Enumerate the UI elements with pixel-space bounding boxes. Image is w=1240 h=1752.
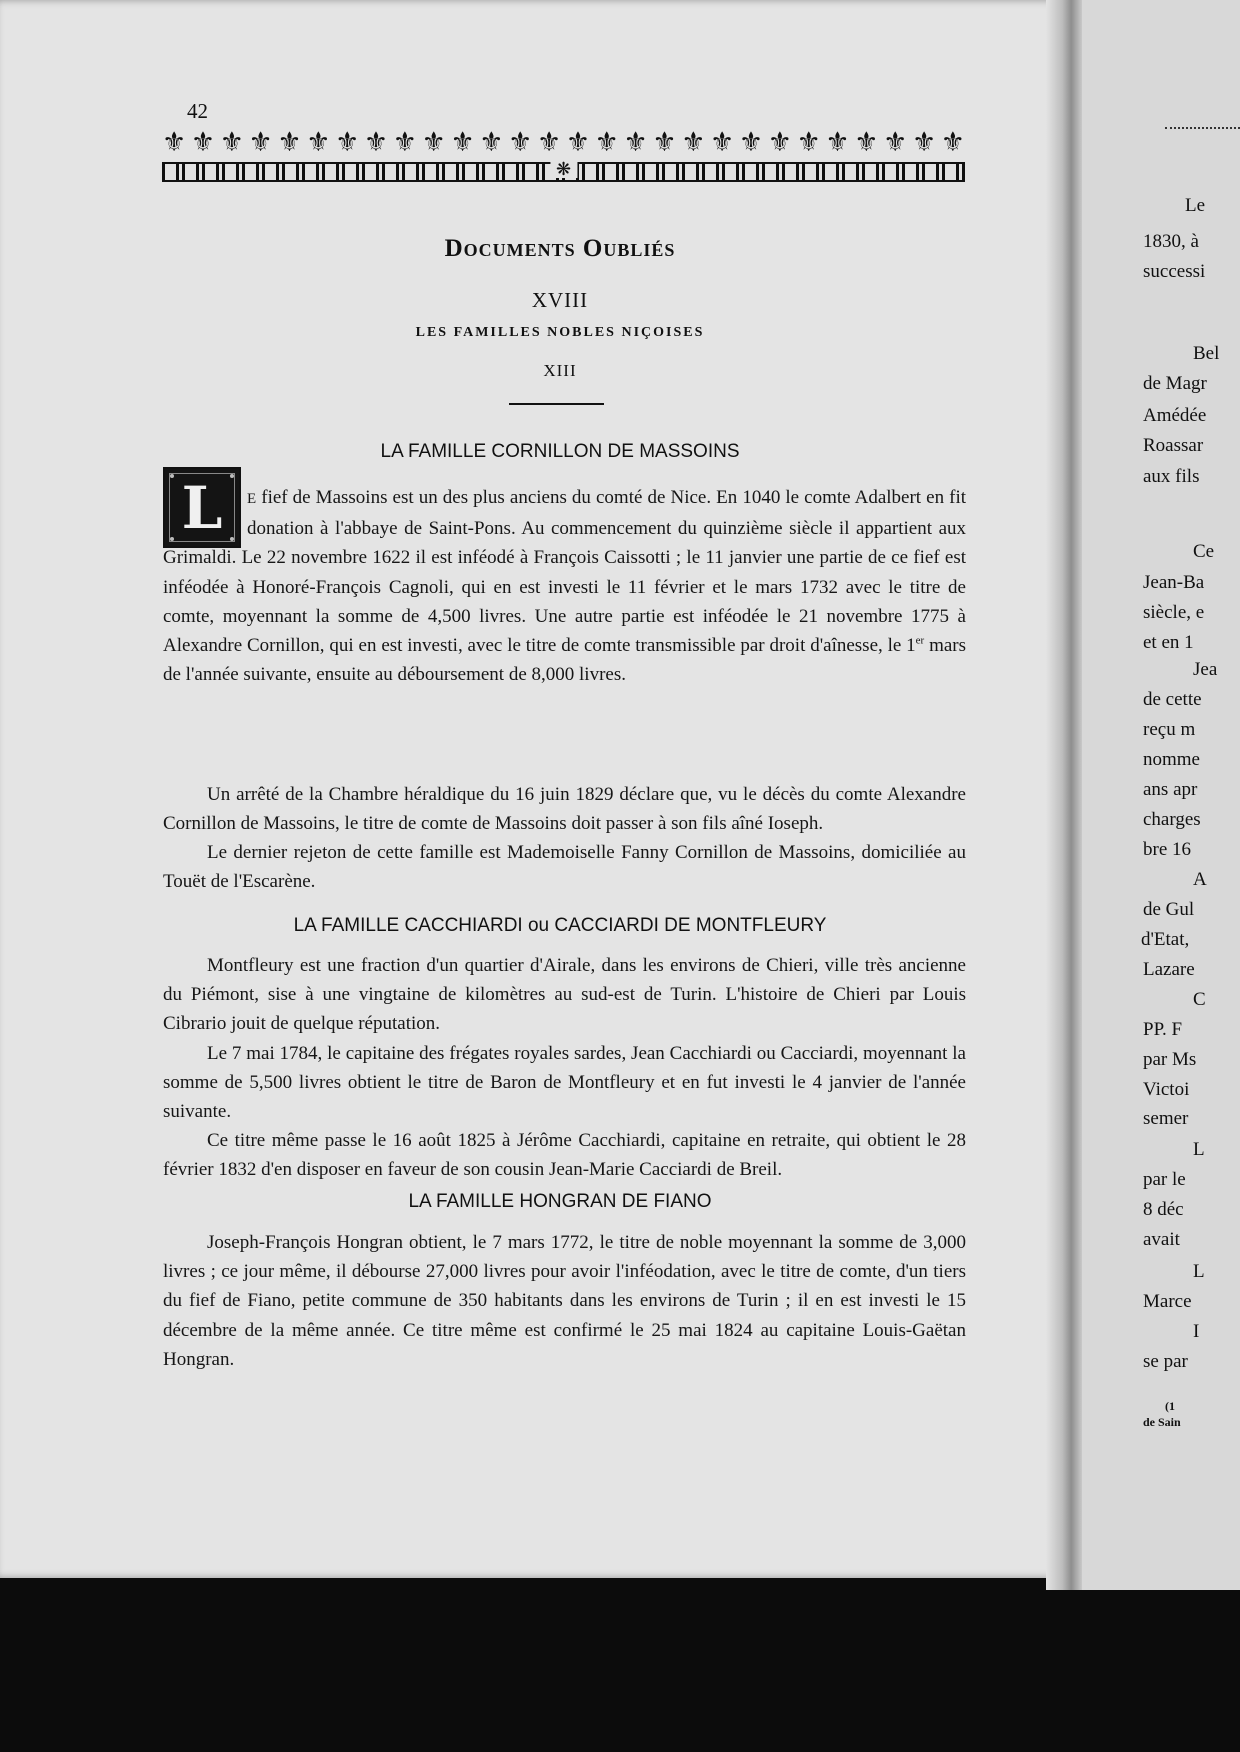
adjacent-page-line: Bel [1193, 343, 1220, 364]
fleur-de-lis-icon: ⚜ [710, 127, 735, 157]
fleur-de-lis-icon: ⚜ [652, 127, 677, 157]
fleur-de-lis-icon: ⚜ [190, 127, 216, 157]
fleur-de-lis-icon: ⚜ [911, 127, 937, 157]
fleur-de-lis-icon: ⚜ [738, 127, 764, 157]
rosette-icon: ❋ [550, 160, 577, 178]
adjacent-page-line: 8 déc [1143, 1199, 1184, 1220]
paragraph: E fief de Massoins est un des plus anciens du comté de Nice. En 1040 le comte Adalbert en fit donation à l'abbaye de Saint-Pons. Au commencement du quinzième siècle il appartient aux Grimaldi. Le 22 novembre 1622 il est inféodé à François Caissotti ; le 11 janvier une partie de ce fief est inféodée à Honoré-François Cagnoli, qui en est investi le 11 février et le mars 1732 avec le titre de comte, moyennant la somme de 4,500 livres. Une autre partie est inféodée le 21 novembre 1775 à Alexandre Cornillon, qui en est investi, avec le titre de comte transmissible par droit d'aînesse, le 1er mars de l'année suivante, ensuite au déboursement de 8,000 livres. [163, 487, 967, 686]
sub-number: XIII [543, 361, 577, 380]
adjacent-page-line: d'Etat, [1141, 929, 1190, 950]
adjacent-page-line: charges [1143, 809, 1201, 830]
adjacent-page-line: Amédée [1143, 405, 1207, 426]
adjacent-page-line: par le [1143, 1169, 1186, 1190]
adjacent-page-line: Jea [1193, 659, 1218, 680]
adjacent-page-line: Le [1185, 195, 1206, 216]
section-heading: LA FAMILLE HONGRAN DE FIANO [408, 1191, 712, 1212]
adjacent-page-line: successi [1143, 261, 1206, 282]
adjacent-page-line: ans apr [1143, 779, 1198, 800]
adjacent-page-line: L [1193, 1261, 1205, 1282]
paragraph: Montfleury est une fraction d'un quartier d'Airale, dans les environs de Chieri, ville très ancienne du Piémont, sise à une vingtaine de kilomètres au sud-est de Turin. L'histoire de Chieri par Louis Cibrario jouit de quelque réputation. [163, 955, 966, 1035]
fleur-de-lis-icon: ⚜ [363, 127, 389, 157]
fleur-de-lis-icon: ⚜ [623, 127, 648, 157]
fleur-de-lis-icon: ⚜ [508, 127, 533, 157]
adjacent-page-line: de Gul [1143, 899, 1195, 920]
adjacent-page-line: de cette [1143, 689, 1202, 710]
adjacent-page-line: PP. F [1143, 1019, 1183, 1040]
fleur-de-lis-icon: ⚜ [767, 127, 792, 157]
fleur-de-lis-icon: ⚜ [796, 127, 821, 157]
adjacent-page-line: 1830, à [1143, 231, 1199, 252]
fleur-de-lis-icon: ⚜ [306, 127, 331, 157]
fleur-de-lis-icon: ⚜ [277, 127, 302, 157]
drop-cap-letter: L [169, 473, 235, 542]
adjacent-page-line: C [1193, 989, 1206, 1010]
adjacent-page-line: Lazare [1143, 959, 1195, 980]
section-heading: LA FAMILLE CORNILLON DE MASSOINS [380, 441, 740, 462]
adjacent-page-line: et en 1 [1143, 632, 1194, 653]
section-title: LES FAMILLES NOBLES NIÇOISES [415, 325, 705, 340]
adjacent-page-line: siècle, e [1143, 602, 1205, 623]
adjacent-page-line: se par [1143, 1351, 1188, 1372]
adjacent-page-line: aux fils [1143, 466, 1200, 487]
adjacent-page-line: I [1193, 1321, 1200, 1342]
adjacent-page-line: Ce [1193, 541, 1215, 562]
fleur-de-lis-icon: ⚜ [825, 127, 850, 157]
paragraph: Joseph-François Hongran obtient, le 7 mars 1772, le titre de noble moyennant la somme de 3,000 livres ; ce jour même, il débourse 27,000 livres pour avoir l'inféodation, avec le titre de comte, d'un tiers du fief de Fiano, petite commune de 350 habitants dans les environs de Turin ; il en est investi le 15 décembre de la même année. Ce titre même est confirmé le 25 mai 1824 au capitaine Louis-Gaëtan Hongran. [163, 1232, 966, 1370]
adjacent-page-footnote: de Sain [1143, 1415, 1181, 1429]
adjacent-page-line: bre 16 [1143, 839, 1192, 860]
greek-key-border [162, 159, 965, 182]
adjacent-page-line: reçu m [1143, 719, 1196, 740]
adjacent-page-line: avait [1143, 1229, 1180, 1250]
adjacent-page-line: Marce [1143, 1291, 1192, 1312]
paragraph: Le dernier rejeton de cette famille est Mademoiselle Fanny Cornillon de Massoins, domiciliée au Touët de l'Escarène. [163, 842, 966, 893]
fleur-de-lis-icon: ⚜ [594, 127, 619, 157]
adjacent-page-line: nomme [1143, 749, 1200, 770]
adjacent-page-line: Victoi [1143, 1079, 1190, 1100]
book-gutter [1046, 0, 1082, 1590]
series-title: Documents Oubliés [444, 235, 676, 262]
paragraph: Ce titre même passe le 16 août 1825 à Jérôme Cacchiardi, capitaine en retraite, qui obtient le 28 février 1832 d'en disposer en faveur de son cousin Jean-Marie Cacciardi de Breil. [163, 1130, 966, 1181]
fleur-de-lis-row [162, 126, 965, 158]
fleur-de-lis-icon: ⚜ [940, 127, 965, 157]
fleur-de-lis-icon: ⚜ [450, 127, 475, 157]
adjacent-page-fragment [1075, 0, 1240, 1590]
fleur-de-lis-icon: ⚜ [681, 127, 706, 157]
decorative-header-border [162, 126, 965, 180]
fleur-de-lis-icon: ⚜ [162, 127, 187, 157]
fleur-de-lis-icon: ⚜ [536, 127, 562, 157]
adjacent-page-line: Roassar [1143, 435, 1204, 456]
adjacent-page-footnote: (1 [1165, 1399, 1175, 1413]
fleur-de-lis-icon: ⚜ [565, 127, 591, 157]
adjacent-page-line: de Magr [1143, 373, 1207, 394]
dotted-rule [1165, 127, 1240, 129]
paragraph: Le 7 mai 1784, le capitaine des frégates royales sardes, Jean Cacchiardi ou Cacciardi, moyennant la somme de 5,500 livres obtient le titre de Baron de Montfleury et en fut investi le 4 janvier de l'année suivante. [163, 1043, 966, 1123]
adjacent-page-line: par Ms [1143, 1049, 1197, 1070]
fleur-de-lis-icon: ⚜ [421, 127, 446, 157]
fleur-de-lis-icon: ⚜ [335, 127, 360, 157]
adjacent-page-line: L [1193, 1139, 1205, 1160]
fleur-de-lis-icon: ⚜ [479, 127, 504, 157]
paragraph: Un arrêté de la Chambre héraldique du 16 juin 1829 déclare que, vu le décès du comte Alexandre Cornillon de Massoins, le titre de comte de Massoins doit passer à son fils aîné Ioseph. [163, 784, 966, 835]
fleur-de-lis-icon: ⚜ [883, 127, 908, 157]
adjacent-page-line: A [1193, 869, 1207, 890]
adjacent-page-line: semer [1143, 1108, 1189, 1129]
title-rule [509, 403, 604, 405]
fleur-de-lis-icon: ⚜ [854, 127, 879, 157]
page-number: 42 [187, 99, 208, 123]
section-heading: LA FAMILLE CACCHIARDI ou CACCIARDI DE MONTFLEURY [293, 915, 827, 936]
adjacent-page-line: Jean-Ba [1143, 572, 1205, 593]
fleur-de-lis-icon: ⚜ [392, 127, 417, 157]
fleur-de-lis-icon: ⚜ [248, 127, 273, 157]
chapter-number: XVIII [531, 288, 589, 312]
fleur-de-lis-icon: ⚜ [219, 127, 244, 157]
